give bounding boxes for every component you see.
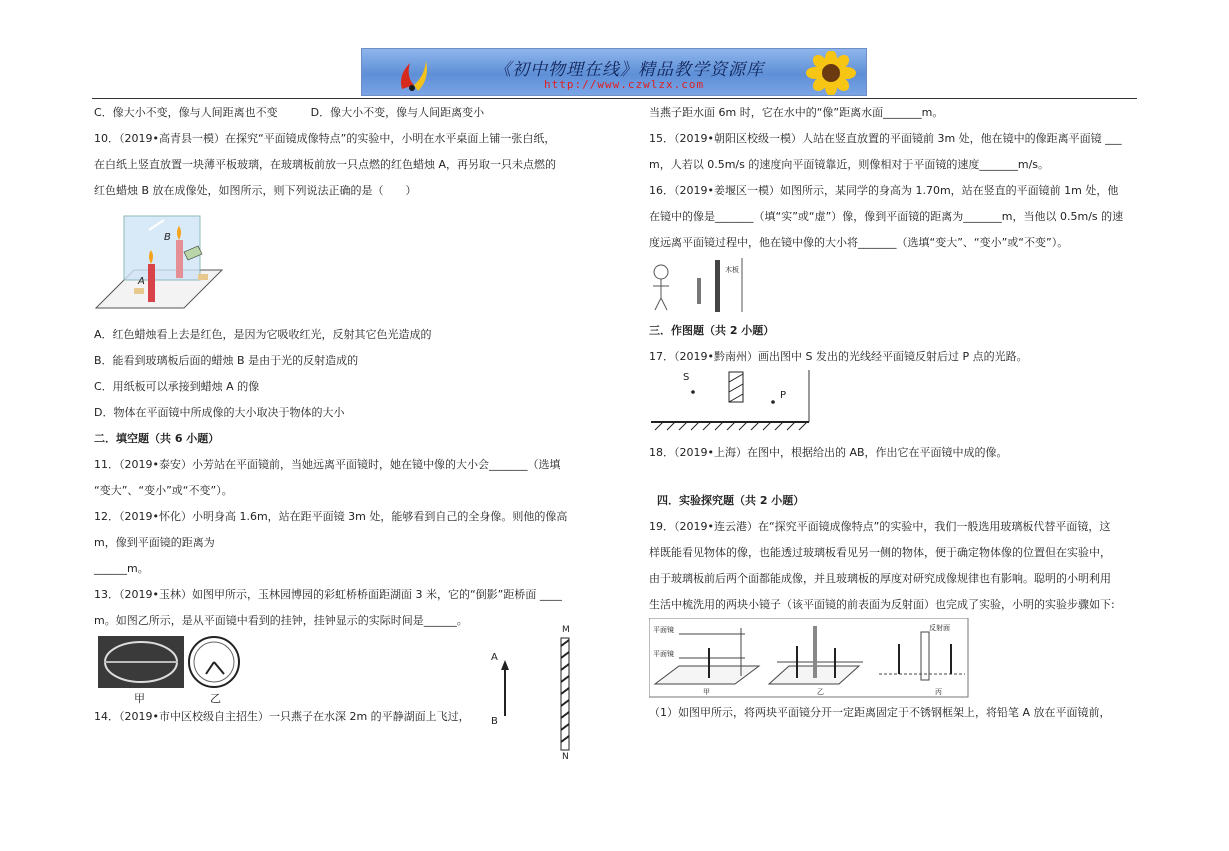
option-c: C．用纸板可以承接到蜡烛 A 的像 <box>94 380 260 393</box>
question-10-line2: 在白纸上竖直放置一块薄平板玻璃，在玻璃板前放一只点燃的红色蜡烛 A，再另取一只未点燃的 <box>94 158 557 171</box>
fig19-label-bing: 丙 <box>935 688 942 696</box>
fig19-mirror-label-2: 平面镜 <box>653 650 674 658</box>
question-19-step1: （1）如图甲所示，将两块平面镜分开一定距离固定于不锈钢框架上，将铅笔 A 放在平面镜前， <box>649 706 1111 719</box>
fig16-board-label: 木板 <box>725 266 739 274</box>
fig19-label-yi: 乙 <box>817 688 824 696</box>
question-10: 10．（2019•高青县一模）在探究“平面镜成像特点”的实验中，小明在水平桌面上铺一张白纸， <box>94 132 556 145</box>
question-12-line3: ______m。 <box>94 562 149 575</box>
figure-ab-mirror <box>485 620 575 760</box>
question-13: 13．（2019•玉林）如图甲所示，玉林园博园的彩虹桥桥面距湖面 3 米，它的“倒影”距桥面 ____ <box>94 588 562 601</box>
question-19-line4: 生活中梳洗用的两块小镜子（该平面镜的前表面为反射面）也完成了实验，小明的实验步骤如下: <box>649 598 1115 611</box>
fig-ab-label-a: A <box>491 652 498 663</box>
fig17-label-s: S <box>683 372 690 383</box>
figure-candle-experiment <box>94 208 586 318</box>
option-d: D．物体在平面镜中所成像的大小取决于物体的大小 <box>94 406 345 419</box>
question-11: 11．（2019•泰安）小芳站在平面镜前，当她远离平面镜时，她在镜中像的大小会_______（选填 <box>94 458 561 471</box>
header-banner <box>361 48 867 96</box>
fig19-mirror-label-1: 平面镜 <box>653 626 674 634</box>
fig-ab-label-n: N <box>562 752 569 760</box>
question-17: 17．（2019•黔南州）画出图中 S 发出的光线经平面镜反射后过 P 点的光路。 <box>649 350 1028 363</box>
section-heading-4: 四．实验探究题（共 2 小题） <box>657 494 805 507</box>
fig10-label-a: A <box>138 276 145 287</box>
fig19-label-jia: 甲 <box>703 688 710 696</box>
question-19-line3: 由于玻璃板前后两个面都能成像，并且玻璃板的厚度对研究成像规律也有影响。聪明的小明利用 <box>649 572 1111 585</box>
fig10-label-b: B <box>164 232 171 243</box>
question-10-line3: 红色蜡烛 B 放在成像处，如图所示，则下列说法正确的是（ ） <box>94 184 417 197</box>
fig17-label-p: P <box>780 390 787 401</box>
question-15-line2: m，人若以 0.5m/s 的速度向平面镜靠近，则像相对于平面镜的速度_______m/s。 <box>649 158 1050 171</box>
fig-ab-label-b: B <box>491 716 498 727</box>
right-column <box>649 100 1141 726</box>
question-16-line2: 在镜中的像是_______（填“实”或“虚”）像，像到平面镜的距离为_______m，当他以 0.5m/s 的速 <box>649 210 1124 223</box>
question-14: 14．（2019•市中区校级自主招生）一只燕子在水深 2m 的平静湖面上飞过， <box>94 710 470 723</box>
question-12-line2: m，像到平面镜的距离为 <box>94 536 215 549</box>
fig-ab-label-m: M <box>562 625 570 635</box>
question-16-line3: 度远离平面镜过程中，他在镜中像的大小将_______（选填“变大”、“变小”或“不变”）。 <box>649 236 1069 249</box>
section-heading-2: 二．填空题（共 6 小题） <box>94 432 220 445</box>
banner-title: 《初中物理在线》精品教学资源库 <box>494 60 764 80</box>
option-a: A．红色蜡烛看上去是红色，是因为它吸收红光，反射其它色光造成的 <box>94 328 432 341</box>
question-14-line2: 当燕子距水面 6m 时，它在水中的“像”距离水面_______m。 <box>649 106 944 119</box>
figure-mirror-experiments <box>649 618 1141 700</box>
fig19-reflect-label: 反射面 <box>929 624 950 632</box>
option-b: B．能看到玻璃板后面的蜡烛 B 是由于光的反射造成的 <box>94 354 359 367</box>
question-11-line2: “变大”、“变小”或“不变”）。 <box>94 484 233 497</box>
question-12: 12．（2019•怀化）小明身高 1.6m，站在距平面镜 3m 处，能够看到自己的全身像。则他的像高 <box>94 510 568 523</box>
banner-url: http://www.czwlzx.com <box>544 78 705 91</box>
spacer <box>649 466 1141 488</box>
question-15: 15．（2019•朝阳区校级一模）人站在竖直放置的平面镜前 3m 处，他在镜中的像距离平面镜 ___ <box>649 132 1122 145</box>
header-rule <box>92 98 1137 99</box>
question-16: 16．（2019•姜堰区一模）如图所示，某同学的身高为 1.70m，站在竖直的平面镜前 1m 处，他 <box>649 184 1119 197</box>
option-line: C．像大小不变，像与人间距离也不变 D．像大小不变，像与人间距离变小 <box>94 106 485 119</box>
fig13-label-jia: 甲 <box>134 692 145 704</box>
figure-s-p-mirror <box>649 370 1141 440</box>
fig13-label-yi: 乙 <box>210 692 221 704</box>
section-heading-3: 三．作图题（共 2 小题） <box>649 324 775 337</box>
question-13-line2: m。如图乙所示，是从平面镜中看到的挂钟，挂钟显示的实际时间是______。 <box>94 614 468 627</box>
question-18: 18．（2019•上海）在图中，根据给出的 AB，作出它在平面镜中成的像。 <box>649 446 1008 459</box>
logo-icon <box>396 55 430 93</box>
sunflower-icon <box>802 51 860 95</box>
figure-person-mirror <box>649 256 1141 318</box>
question-19-line2: 样既能看见物体的像，也能透过玻璃板看见另一侧的物体，便于确定物体像的位置但在实验中， <box>649 546 1111 559</box>
question-19: 19．（2019•连云港）在“探究平面镜成像特点”的实验中，我们一般选用玻璃板代替平面镜，这 <box>649 520 1111 533</box>
